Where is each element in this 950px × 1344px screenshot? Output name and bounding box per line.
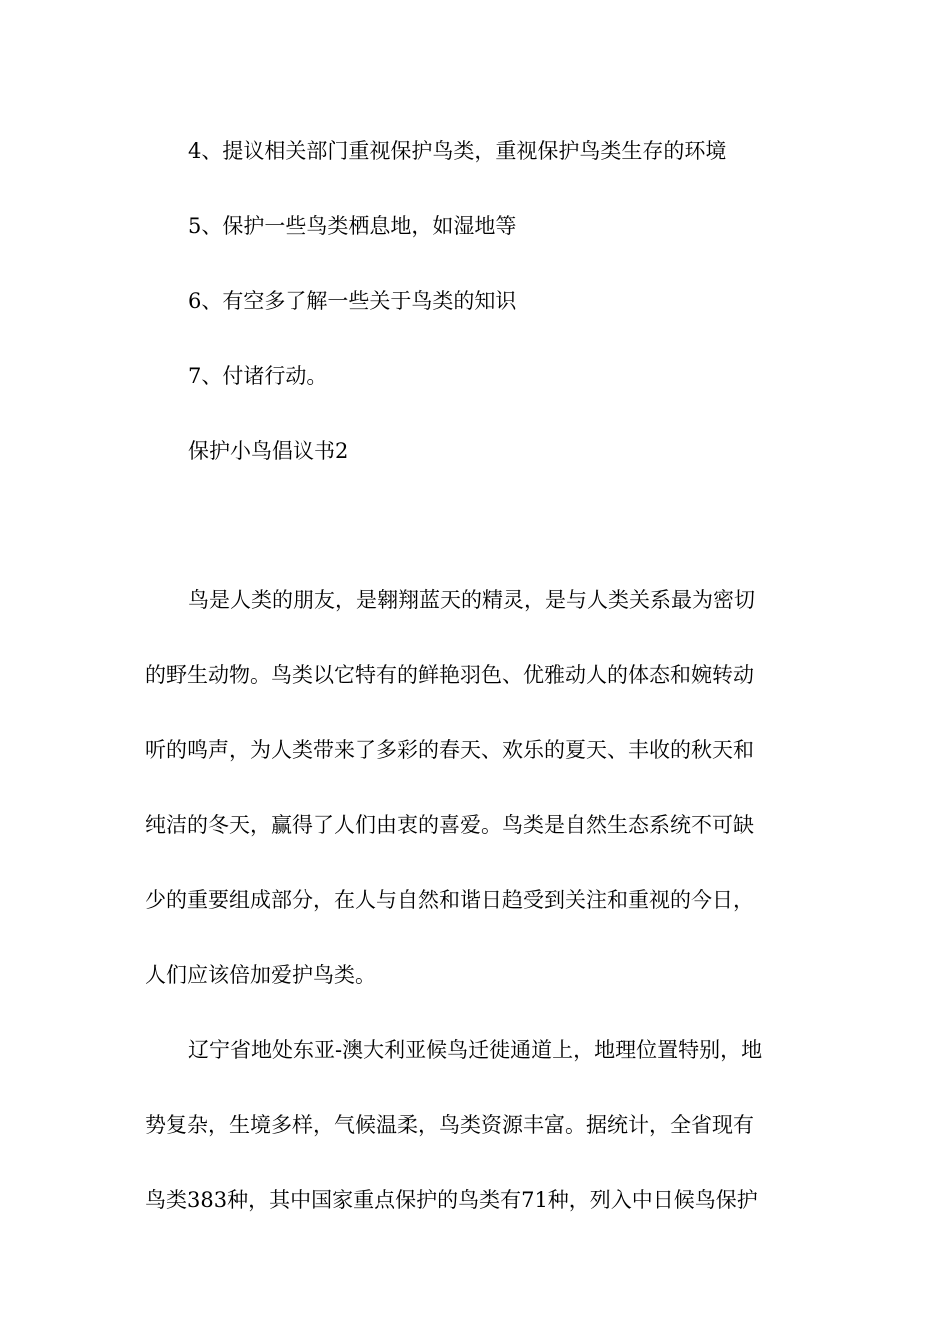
section-title: 保护小鸟倡议书2 <box>188 439 349 463</box>
paragraph-line: 的野生动物。鸟类以它特有的鲜艳羽色、优雅动人的体态和婉转动 <box>145 663 754 687</box>
paragraph-line: 势复杂，生境多样，气候温柔，鸟类资源丰富。据统计，全省现有 <box>145 1113 754 1137</box>
paragraph-line: 鸟类383种，其中国家重点保护的鸟类有71种，列入中日候鸟保护 <box>145 1188 758 1212</box>
paragraph-line: 鸟是人类的朋友，是翱翔蓝天的精灵，是与人类关系最为密切 <box>188 588 755 612</box>
paragraph-line: 听的鸣声，为人类带来了多彩的春天、欢乐的夏天、丰收的秋天和 <box>145 738 754 762</box>
paragraph-line: 辽宁省地处东亚-澳大利亚候鸟迁徙通道上，地理位置特别，地 <box>188 1038 763 1062</box>
list-item: 4、提议相关部门重视保护鸟类，重视保护鸟类生存的环境 <box>188 139 727 163</box>
list-item: 7、付诸行动。 <box>188 364 328 388</box>
list-item: 6、有空多了解一些关于鸟类的知识 <box>188 289 517 313</box>
paragraph-line: 人们应该倍加爱护鸟类。 <box>145 963 376 987</box>
paragraph-line: 纯洁的冬天，赢得了人们由衷的喜爱。鸟类是自然生态系统不可缺 <box>145 813 754 837</box>
paragraph-line: 少的重要组成部分，在人与自然和谐日趋受到关注和重视的今日， <box>145 888 754 912</box>
list-item: 5、保护一些鸟类栖息地，如湿地等 <box>188 214 517 238</box>
